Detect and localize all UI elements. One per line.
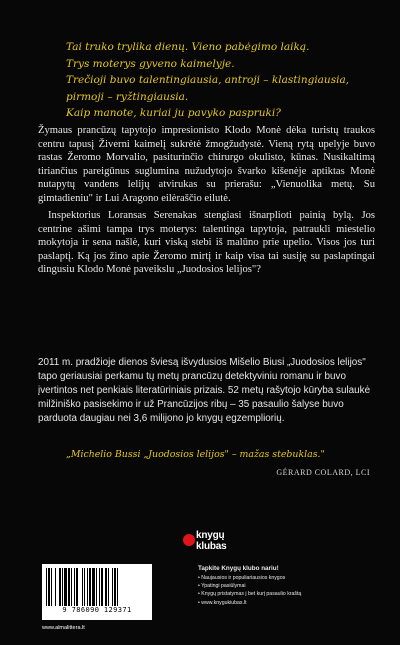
- publisher-website: www.almalittera.lt: [42, 625, 85, 631]
- teaser-line: pirmoji – ryžtingiausia.: [66, 90, 189, 103]
- logo-mark-icon: [183, 534, 195, 546]
- logo-line: klubas: [196, 541, 227, 552]
- logo-line: knygų: [196, 530, 225, 541]
- isbn-barcode: [42, 564, 152, 620]
- teaser-line: Trečioji buvo talentingiausia, antroji – klastingiausia,: [66, 74, 350, 86]
- list-item: • www.knygukiubas.lt: [198, 599, 388, 607]
- review-source: GÉRARD COLARD, LCI: [276, 468, 370, 477]
- list-item: • Knygų pristatymas į bet kurį pasaulio kraštą: [198, 590, 388, 598]
- book-club-info: [198, 564, 388, 607]
- teaser-line: Tai truko trylika dienų. Vieno pabėgimo laiką.: [66, 41, 310, 53]
- synopsis-paragraph: Žymaus prancūzų tapytojo impresionisto Klodo Monė dėka turistų traukos centru tapusį Živerni kaimelį sukrėtė žmogžudystė. Vieną rytą upelyje buvo rastas Žeromo Morvalio, pasiturinčio chirurgo okulisto, kūnas. Nusikaltimą tiriančius pareigūnus suglumina nužudytojo švarko kišenėje aptiktas Monė nutapytų vandens lelijų atvirukas su prierašu: „Vienuolika metų. Su gimtadieniu" ir Lui Aragono eilėraščio eilutė.: [38, 125, 375, 204]
- teaser-line: Trys moterys gyveno kaimelyje.: [66, 57, 235, 70]
- book-club-logo: [183, 530, 233, 560]
- synopsis-paragraph: Inspektorius Loransas Serenakas stengiasi išnarplioti painią bylą. Jos centrine ašimi tampa trys moterys: talentinga tapytoja, patraukli miestelio mokytoja ir sena našlė, kuri viską stebi iš malūno prie upelio. Visos jos turi paslaptį. Ką jos žino apie Žeromo mirtį ir kaip visa tai susiję su paslaptingai dingusiu Klodo Monė paveikslu „Juodosios lelijos"?: [38, 210, 375, 275]
- teaser-line: Kaip manote, kuriai ju pavyko paspruki?: [66, 107, 281, 119]
- club-title: Tapkite Knygų klubo nariu!: [198, 565, 279, 572]
- about-book: 2011 m. pradžioje dienos šviesą išvydusios Mišelio Biusi „Juodosios lelijos" tapo geriausiai perkamu tų metų prancūzų detektyviniu romanu ir buvo įvertintos net penkiais literatūriniais prizais. 52 metų rašytojo kūryba sulaukė milžiniško pasisekimo ir už Prancūzijos ribų – 35 pasaulio šalyse buvo parduota daugiau nei 3,6 milijono jo knygų egzempliorių.: [38, 357, 371, 424]
- club-benefits: [198, 574, 388, 607]
- list-item: • Ypatingi pasiūlymai: [198, 582, 388, 590]
- teaser-block: [66, 39, 376, 122]
- isbn-number: 9 786090 129371: [62, 606, 132, 614]
- review-quote: „Michelio Bussi „Juodosios lelijos" – mažas stebuklas.": [66, 449, 325, 460]
- list-item: • Naujausios ir populiariausios knygos: [198, 574, 388, 582]
- synopsis: [38, 124, 375, 281]
- barcode-bars: [46, 568, 148, 606]
